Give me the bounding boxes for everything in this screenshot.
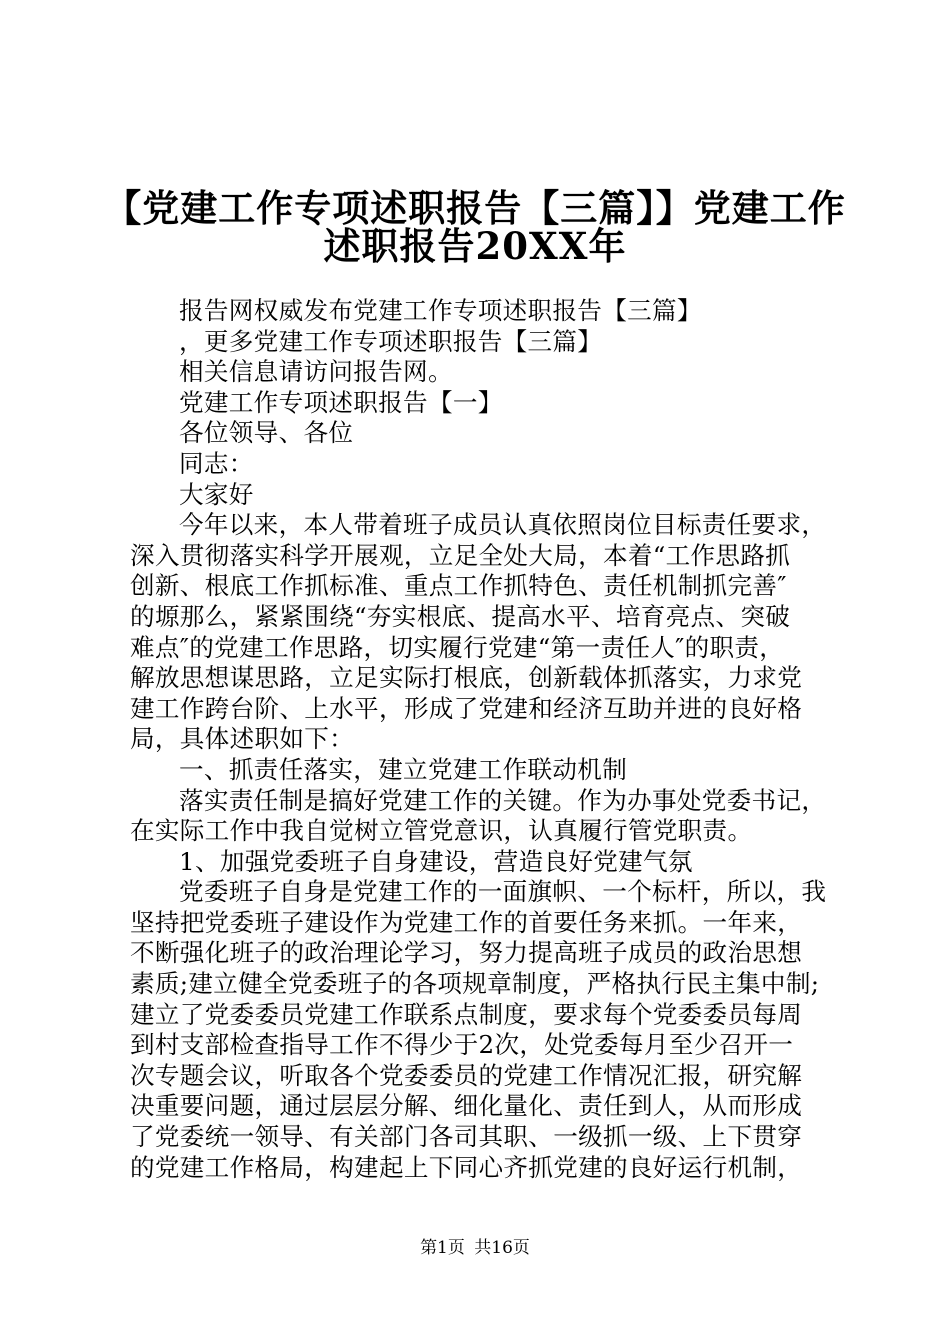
section-heading: 党建工作专项述职报告【一】: [179, 387, 503, 417]
salutation-line: 同志：: [179, 448, 254, 478]
paragraph-line: 不断强化班子的政治理论学习，努力提高班子成员的政治思想: [130, 938, 803, 968]
paragraph-line: 解放思想谋思路，立足实际打根底，创新载体抓落实，力求党: [130, 663, 803, 693]
paragraph-line: 决重要问题，通过层层分解、细化量化、责任到人，从而形成: [130, 1091, 803, 1121]
paragraph-line: 了党委统一领导、有关部门各司其职、一级抓一级、上下贯穿: [130, 1122, 803, 1152]
paragraph-line: 的党建工作格局，构建起上下同心齐抓党建的良好运行机制，: [130, 1152, 803, 1182]
paragraph-line: 今年以来，本人带着班子成员认真依照岗位目标责任要求，: [179, 510, 827, 540]
paragraph-line: 建立了党委委员党建工作联系点制度，要求每个党委委员每周: [130, 999, 803, 1029]
paragraph-line: 建工作跨台阶、上水平，形成了党建和经济互助并进的良好格: [130, 693, 803, 723]
document-title-line-1: 【党建工作专项述职报告【三篇】】党建工作: [104, 186, 846, 230]
page-footer: [0, 1236, 950, 1260]
paragraph-line: 相关信息请访问报告网。: [179, 357, 453, 387]
salutation-line: 各位领导、各位: [179, 418, 354, 448]
paragraph-line: 深入贯彻落实科学开展观，立足全处大局，本着“工作思路抓: [130, 540, 791, 570]
document-title-line-2: 述职报告20XX年: [323, 224, 627, 268]
page-number: 第1页: [420, 1238, 465, 1258]
paragraph-line: 到村支部检查指导工作不得少于2次，处党委每月至少召开一: [130, 1030, 794, 1060]
subsection-heading: 一、抓责任落实，建立党建工作联动机制: [179, 754, 628, 784]
paragraph-line: ，更多党建工作专项述职报告【三篇】: [179, 326, 603, 356]
paragraph-line: 党委班子自身是党建工作的一面旗帜、一个标杆，所以，我: [179, 877, 827, 907]
paragraph-line: 创新、根底工作抓标准、重点工作抓特色、责任机制抓完善″: [130, 571, 787, 601]
paragraph-line: 次专题会议，听取各个党委委员的党建工作情况汇报，研究解: [130, 1060, 803, 1090]
paragraph-line: 的塬那么，紧紧围绕“夯实根底、提高水平、培育亮点、突破: [130, 601, 791, 631]
subsection-heading: 1、加强党委班子自身建设，营造良好党建气氛: [179, 846, 693, 876]
paragraph-line: 局，具体述职如下：: [130, 724, 355, 754]
document-body: [130, 296, 835, 1183]
paragraph-line: 难点″的党建工作思路，切实履行党建“第一责任人″的职责，: [130, 632, 785, 662]
page-total: 共16页: [474, 1238, 530, 1258]
greeting-line: 大家好: [179, 479, 254, 509]
paragraph-line: 报告网权威发布党建工作专项述职报告【三篇】: [179, 296, 702, 325]
paragraph-line: 坚持把党委班子建设作为党建工作的首要任务来抓。一年来，: [130, 907, 803, 937]
paragraph-line: 素质;建立健全党委班子的各项规章制度，严格执行民主集中制;: [130, 969, 820, 999]
paragraph-line: 落实责任制是搞好党建工作的关键。作为办事处党委书记，: [179, 785, 827, 815]
paragraph-line: 在实际工作中我自觉树立管党意识，认真履行管党职责。: [130, 816, 753, 846]
